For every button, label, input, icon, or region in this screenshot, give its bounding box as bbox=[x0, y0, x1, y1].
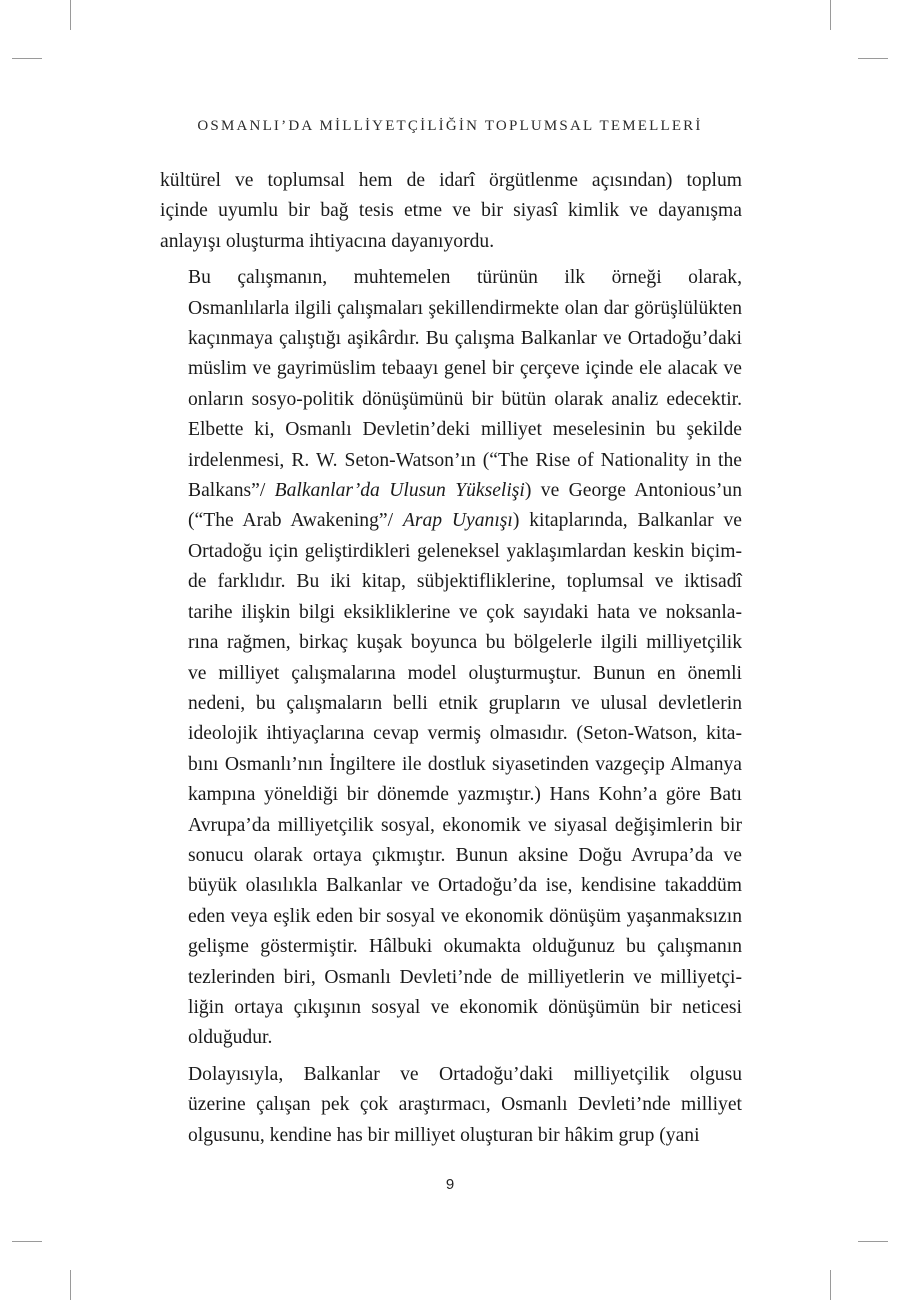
text-line: müslim ve gayrimüslim tebaayı genel bir çerçeve içinde ele alacak ve bbox=[188, 358, 742, 380]
text-line: Ortadoğu için geliştirdikleri geleneksel yaklaşımlardan keskin biçim- bbox=[188, 540, 742, 562]
text-line: kampına yöneldiği bir dönemde yazmıştır.) Hans Kohn’a göre Batı bbox=[188, 784, 742, 806]
text-line: tarihe ilişkin bilgi eksikliklerine ve çok sayıdaki hata ve noksanla- bbox=[188, 601, 742, 623]
text-line: Dolayısıyla, Balkanlar ve Ortadoğu’daki milliyetçilik olgusu bbox=[188, 1063, 742, 1085]
text-line: gelişme göstermiştir. Hâlbuki okumakta olduğunuz bu çalışmanın bbox=[188, 936, 742, 958]
text-line bbox=[160, 476, 742, 506]
italic-title: Balkanlar’da Ulusun Yükselişi bbox=[274, 480, 525, 502]
text-line: kültürel ve toplumsal hem de idarî örgütlenme açısından) toplum bbox=[160, 170, 742, 191]
text-segment: (“The Arab Awakening”/ bbox=[188, 510, 403, 532]
crop-mark-top-left-h bbox=[12, 58, 42, 59]
text-line: büyük olasılıkla Balkanlar ve Ortadoğu’da ise, kendisine takaddüm bbox=[188, 875, 742, 897]
text-segment: Balkans”/ bbox=[188, 480, 275, 502]
text-line: olgusunu, kendine has bir milliyet oluşturan bir hâkim grup (yani bbox=[188, 1124, 700, 1146]
text-line: üzerine çalışan pek çok araştırmacı, Osmanlı Devleti’nde milliyet bbox=[188, 1094, 742, 1116]
text-line: sonucu olarak ortaya çıkmıştır. Bunun aksine Doğu Avrupa’da ve bbox=[188, 844, 742, 866]
text-line bbox=[160, 506, 742, 536]
page-number: 9 bbox=[445, 1176, 455, 1193]
paragraph bbox=[160, 166, 742, 257]
text-segment: ) ve George Antonious’un bbox=[524, 480, 742, 502]
text-line: onların sosyo-politik dönüşümünü bir bütün olarak analiz edecektir. bbox=[188, 388, 742, 410]
text-line: Elbette ki, Osmanlı Devletin’deki milliyet meselesinin bu şekilde bbox=[188, 419, 742, 441]
text-line: tezlerinden biri, Osmanlı Devleti’nde de milliyetlerin ve milliyetçi- bbox=[188, 966, 742, 988]
text-line: Osmanlılarla ilgili çalışmaları şekillendirmekte olan dar görüşlülükten bbox=[188, 297, 742, 319]
crop-mark-bottom-right bbox=[830, 1270, 831, 1300]
text-line: ideolojik ihtiyaçlarına cevap vermiş olmasıdır. (Seton-Watson, kita- bbox=[188, 723, 742, 745]
text-line: irdelenmesi, R. W. Seton-Watson’ın (“The Rise of Nationality in the bbox=[188, 449, 742, 471]
text-line: bını Osmanlı’nın İngiltere ile dostluk siyasetinden vazgeçip Almanya bbox=[188, 753, 742, 775]
text-line: liğin ortaya çıkışının sosyal ve ekonomik dönüşümün bir neticesi bbox=[188, 996, 742, 1018]
text-line: Avrupa’da milliyetçilik sosyal, ekonomik ve siyasal değişimlerin bir bbox=[188, 814, 742, 836]
crop-mark-bottom-left-h bbox=[12, 1241, 42, 1242]
text-line: Bu çalışmanın, muhtemelen türünün ilk örneği olarak, bbox=[188, 267, 742, 289]
crop-mark-bottom-right-h bbox=[858, 1241, 888, 1242]
crop-mark-top-left bbox=[70, 0, 71, 30]
crop-mark-top-right-h bbox=[858, 58, 888, 59]
running-header: OSMANLI’DA MİLLİYETÇİLİĞİN TOPLUMSAL TEMELLERİ bbox=[197, 118, 703, 134]
crop-mark-top-right bbox=[830, 0, 831, 30]
crop-mark-bottom-left bbox=[70, 1270, 71, 1300]
text-line: eden veya eşlik eden bir sosyal ve ekonomik dönüşüm yaşanmaksızın bbox=[188, 905, 742, 927]
body-text bbox=[160, 166, 742, 1157]
text-line: olduğudur. bbox=[188, 1027, 273, 1049]
text-line: anlayışı oluşturma ihtiyacına dayanıyordu. bbox=[160, 230, 495, 252]
text-line: de farklıdır. Bu iki kitap, sübjektifliklerine, toplumsal ve iktisadî bbox=[188, 571, 742, 593]
text-line: içinde uyumlu bir bağ tesis etme ve bir siyasî kimlik ve dayanışma bbox=[160, 200, 742, 222]
text-segment: ) kitaplarında, Balkanlar ve bbox=[512, 510, 742, 532]
text-line: ve milliyet çalışmalarına model oluşturmuştur. Bunun en önemli bbox=[188, 662, 742, 684]
paragraph bbox=[160, 1060, 742, 1151]
italic-title: Arap Uyanışı bbox=[402, 510, 513, 532]
text-line: rına rağmen, birkaç kuşak boyunca bu bölgelerle ilgili milliyetçilik bbox=[188, 632, 742, 654]
paragraph bbox=[160, 263, 742, 1054]
text-line: nedeni, bu çalışmaların belli etnik grupların ve ulusal devletlerin bbox=[188, 692, 742, 714]
text-line: kaçınmaya çalıştığı aşikârdır. Bu çalışma Balkanlar ve Ortadoğu’daki bbox=[188, 328, 742, 350]
